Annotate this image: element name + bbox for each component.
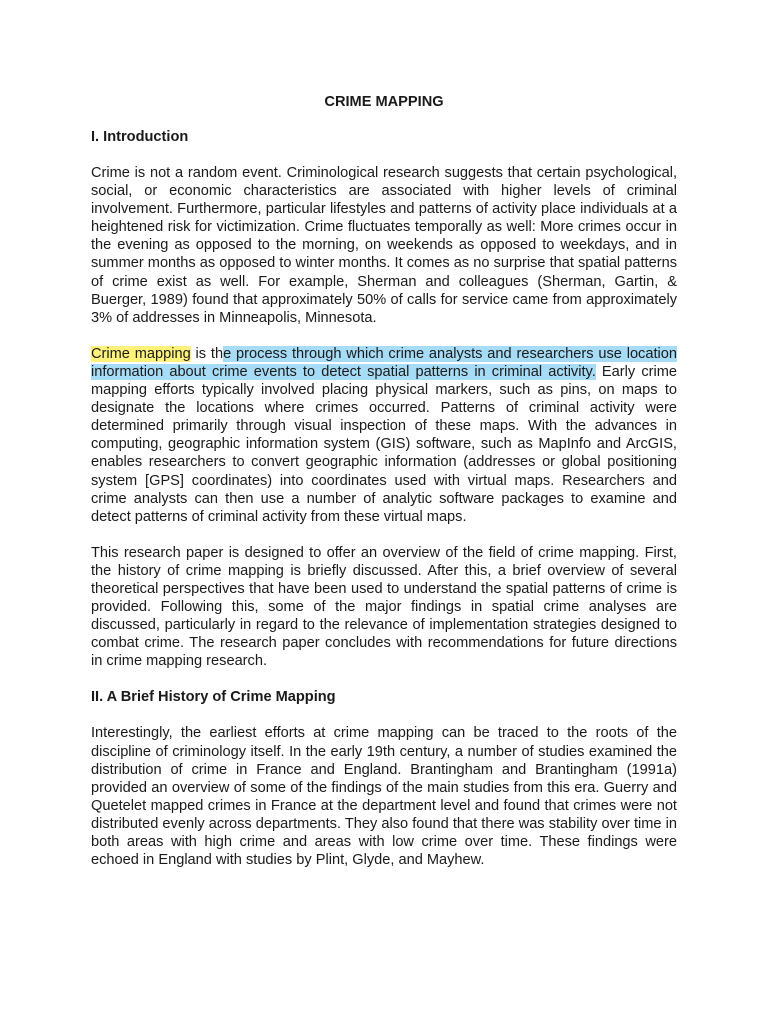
plain-text-b: Early crime mapping efforts typically involved placing physical markers, such as pins, on maps to designate the locations where crimes occurred. Patterns of criminal activity were determined primarily through visual inspection of these maps. With the advances in computing, geographic information system (GIS) software, such as MapInfo and ArcGIS, enables researchers to convert geographic information (addresses or global positioning system [GPS] coordinates) into coordinates used with virtual maps. Researchers and crime analysts can then use a number of analytic software packages to examine and detect patterns of criminal activity from these virtual maps. (91, 363, 677, 525)
document-body (91, 93, 677, 887)
section-heading-introduction: I. Introduction (91, 129, 189, 145)
intro-paragraph-1: Crime is not a random event. Criminological research suggests that certain psychological, social, or economic characteristics are associated with higher levels of criminal involvement. Furthermore, particular lifestyles and patterns of activity place individuals at a heightened risk for victimization. Crime fluctuates temporally as well: More crimes occur in the evening as opposed to the morning, on weekends as opposed to weekdays, and in summer months as opposed to winter months. It comes as no surprise that spatial patterns of crime exist as well. For example, Sherman and colleagues (Sherman, Gartin, & Buerger, 1989) found that approximately 50% of calls for service came from approximately 3% of addresses in Minneapolis, Minnesota. (91, 165, 677, 326)
intro-paragraph-3: This research paper is designed to offer an overview of the field of crime mapping. First, the history of crime mapping is briefly discussed. After this, a brief overview of several theoretical perspectives that have been used to understand the spatial patterns of crime is provided. Following this, some of the major findings in spatial crime analyses are discussed, particularly in regard to the relevance of implementation strategies designed to combat crime. The research paper concludes with recommendations for future directions in crime mapping research. (91, 544, 677, 670)
history-paragraph-1: Interestingly, the earliest efforts at crime mapping can be traced to the roots of the discipline of criminology itself. In the early 19th century, a number of studies examined the distribution of crime in France and England. Brantingham and Brantingham (1991a) provided an overview of some of the findings of the main studies from this era. Guerry and Quetelet mapped crimes in France at the department level and found that crimes were not distributed evenly across departments. They also found that there was stability over time in both areas with high crime and areas with low crime over time. These findings were echoed in England with studies by Plint, Glyde, and Mayhew. (91, 725, 677, 869)
highlight-blue-text: e process through which crime analysts and researchers use location information about crime events to detect spatial patterns in criminal activity. (91, 345, 678, 380)
plain-text-a: is th (190, 345, 224, 362)
intro-paragraph-2 (91, 345, 677, 526)
highlight-yellow-text: Crime mapping (91, 345, 191, 362)
section-heading-history: II. A Brief History of Crime Mapping (91, 689, 336, 706)
document-title: CRIME MAPPING (324, 94, 444, 110)
